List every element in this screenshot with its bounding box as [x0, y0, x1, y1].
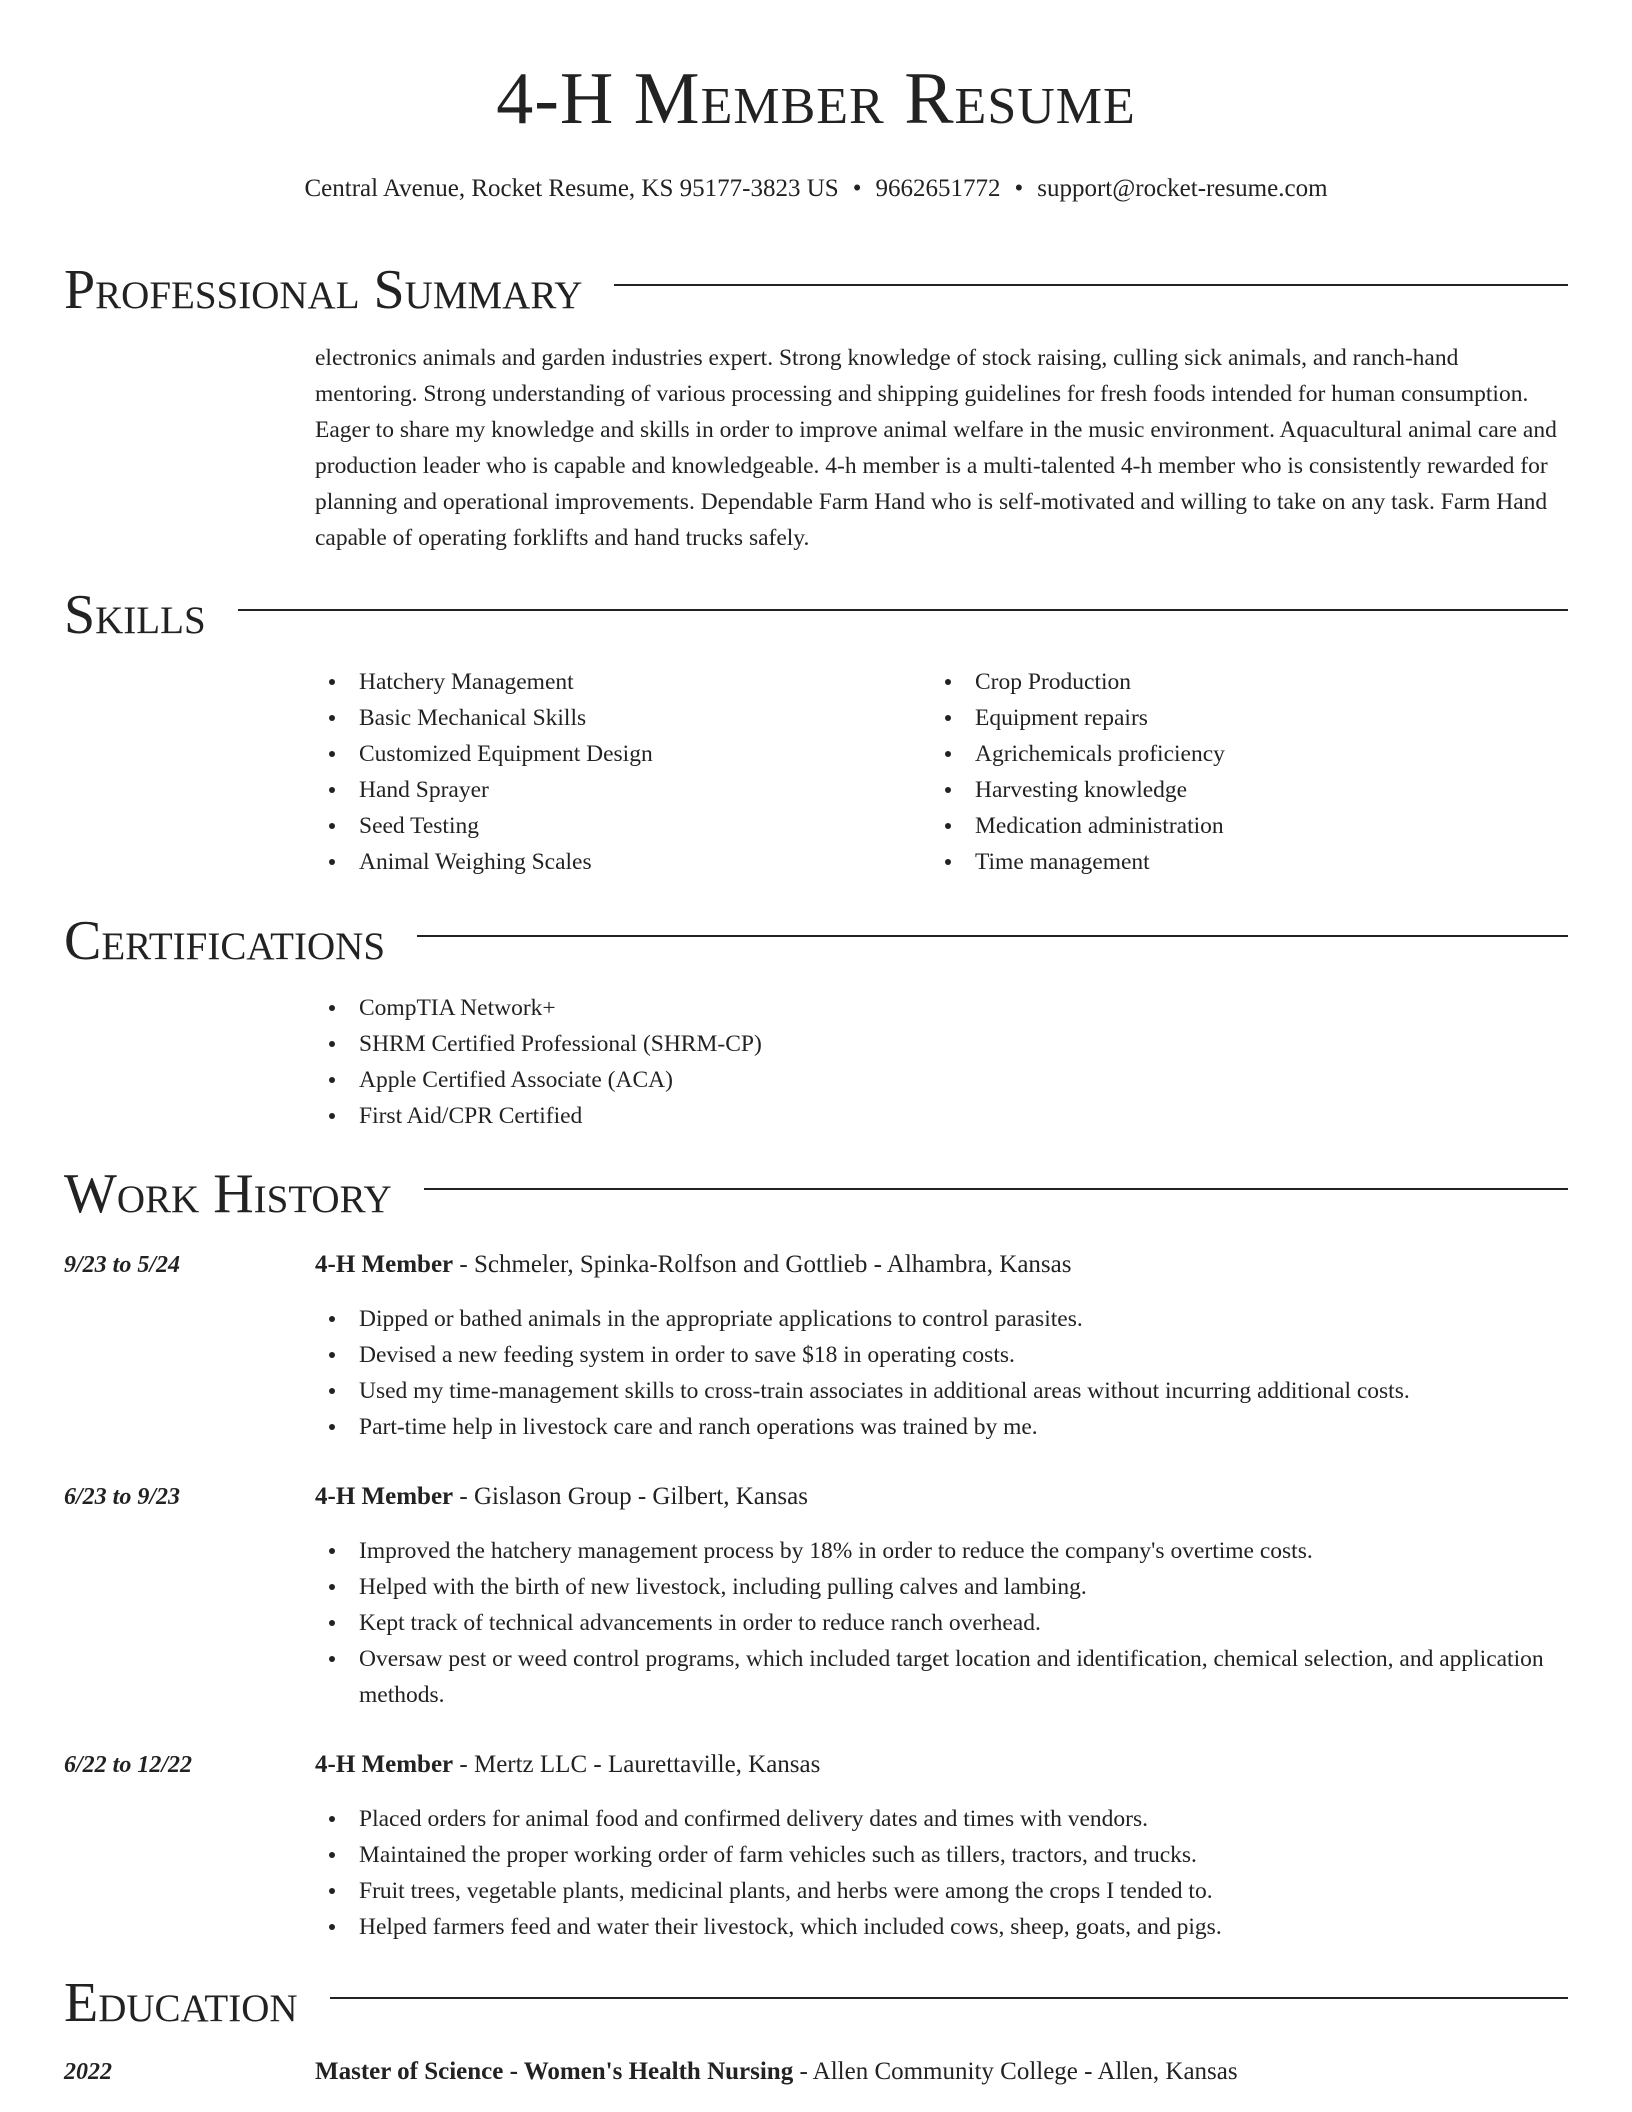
- section-header-certifications: [64, 910, 1568, 972]
- section-header-work-history: [64, 1163, 1568, 1225]
- section-header-summary: [64, 259, 1568, 321]
- skill-item: Basic Mechanical Skills: [315, 700, 915, 736]
- skill-item: Animal Weighing Scales: [315, 844, 915, 880]
- work-title-line: [315, 1747, 1565, 1783]
- work-bullet: Placed orders for animal food and confirmed delivery dates and times with vendors.: [315, 1801, 1565, 1837]
- work-bullet: Dipped or bathed animals in the appropriate applications to control parasites.: [315, 1301, 1565, 1337]
- skill-item: Crop Production: [931, 664, 1561, 700]
- skill-item: Customized Equipment Design: [315, 736, 915, 772]
- skill-item: Hand Sprayer: [315, 772, 915, 808]
- skill-item: Harvesting knowledge: [931, 772, 1561, 808]
- work-bullet: Part-time help in livestock care and ranch operations was trained by me.: [315, 1409, 1565, 1445]
- certification-item: CompTIA Network+: [315, 990, 1565, 1026]
- section-header-education: [64, 1972, 1568, 2034]
- contact-separator: •: [852, 175, 862, 202]
- contact-separator: •: [1014, 175, 1024, 202]
- certifications-list: [315, 990, 1565, 1134]
- certification-item: First Aid/CPR Certified: [315, 1098, 1565, 1134]
- work-bullet: Kept track of technical advancements in order to reduce ranch overhead.: [315, 1605, 1565, 1641]
- work-bullet: Oversaw pest or weed control programs, which included target location and identification, chemical selection, and application methods.: [315, 1641, 1565, 1713]
- section-divider: [417, 935, 1568, 937]
- skill-item: Medication administration: [931, 808, 1561, 844]
- job-employer: - Schmeler, Spinka-Rolfson and Gottlieb - Alhambra, Kansas: [453, 1251, 1072, 1278]
- job-title: 4-H Member: [315, 1751, 454, 1778]
- section-divider: [424, 1188, 1568, 1190]
- skill-item: Hatchery Management: [315, 664, 915, 700]
- section-title-certifications: Certifications: [64, 910, 386, 972]
- section-title-education: Education: [64, 1972, 298, 2034]
- skill-item: Agrichemicals proficiency: [931, 736, 1561, 772]
- work-bullet: Improved the hatchery management process by 18% in order to reduce the company's overtime costs.: [315, 1533, 1565, 1569]
- contact-line: [0, 176, 1632, 201]
- education-degree: Master of Science - Women's Health Nursing: [315, 2058, 794, 2085]
- work-bullet: Helped farmers feed and water their livestock, which included cows, sheep, goats, and pigs.: [315, 1909, 1565, 1945]
- skills-column-right: [931, 664, 1561, 880]
- resume-title: 4-H Member Resume: [496, 58, 1136, 140]
- work-bullet: Maintained the proper working order of farm vehicles such as tillers, tractors, and trucks.: [315, 1837, 1565, 1873]
- section-divider: [614, 284, 1568, 286]
- summary-text: electronics animals and garden industries expert. Strong knowledge of stock raising, culling sick animals, and ranch-hand mentoring. Strong understanding of various processing and shipping guidelines for fresh foods intended for human consumption. Eager to share my knowledge and skills in order to improve animal welfare in the music environment. Aquacultural animal care and production leader who is capable and knowledgeable. 4-h member is a multi-talented 4-h member who is consistently rewarded for planning and operational improvements. Dependable Farm Hand who is self-motivated and willing to take on any task. Farm Hand capable of operating forklifts and hand trucks safely.: [315, 345, 1557, 551]
- education-school: - Allen Community College - Allen, Kansas: [793, 2058, 1238, 2085]
- job-employer: - Gislason Group - Gilbert, Kansas: [453, 1483, 808, 1510]
- contact-phone: 9662651772: [875, 175, 1001, 202]
- work-dates: 9/23 to 5/24: [64, 1252, 181, 1278]
- certification-item: Apple Certified Associate (ACA): [315, 1062, 1565, 1098]
- education-degree-line: [315, 2054, 1565, 2090]
- work-bullet: Used my time-management skills to cross-train associates in additional areas without incurring additional costs.: [315, 1373, 1565, 1409]
- contact-email: support@rocket-resume.com: [1037, 175, 1328, 202]
- work-title-line: [315, 1479, 1565, 1515]
- skills-column-left: [315, 664, 915, 880]
- section-divider: [238, 609, 1568, 611]
- section-header-skills: [64, 584, 1568, 646]
- job-employer: - Mertz LLC - Laurettaville, Kansas: [453, 1751, 821, 1778]
- contact-address: Central Avenue, Rocket Resume, KS 95177-3823 US: [304, 175, 839, 202]
- work-dates: 6/23 to 9/23: [64, 1484, 181, 1510]
- work-title-line: [315, 1247, 1565, 1283]
- skill-item: Equipment repairs: [931, 700, 1561, 736]
- skill-item: Seed Testing: [315, 808, 915, 844]
- work-bullet: Devised a new feeding system in order to save $18 in operating costs.: [315, 1337, 1565, 1373]
- skill-item: Time management: [931, 844, 1561, 880]
- work-bullet: Helped with the birth of new livestock, including pulling calves and lambing.: [315, 1569, 1565, 1605]
- education-year: 2022: [64, 2059, 112, 2085]
- work-bullet: Fruit trees, vegetable plants, medicinal plants, and herbs were among the crops I tended to.: [315, 1873, 1565, 1909]
- job-title: 4-H Member: [315, 1483, 454, 1510]
- section-title-work-history: Work History: [64, 1163, 392, 1225]
- section-title-skills: Skills: [64, 584, 206, 646]
- certification-item: SHRM Certified Professional (SHRM-CP): [315, 1026, 1565, 1062]
- job-title: 4-H Member: [315, 1251, 454, 1278]
- work-dates: 6/22 to 12/22: [64, 1752, 193, 1778]
- section-title-summary: Professional Summary: [64, 259, 583, 321]
- section-divider: [330, 1997, 1568, 1999]
